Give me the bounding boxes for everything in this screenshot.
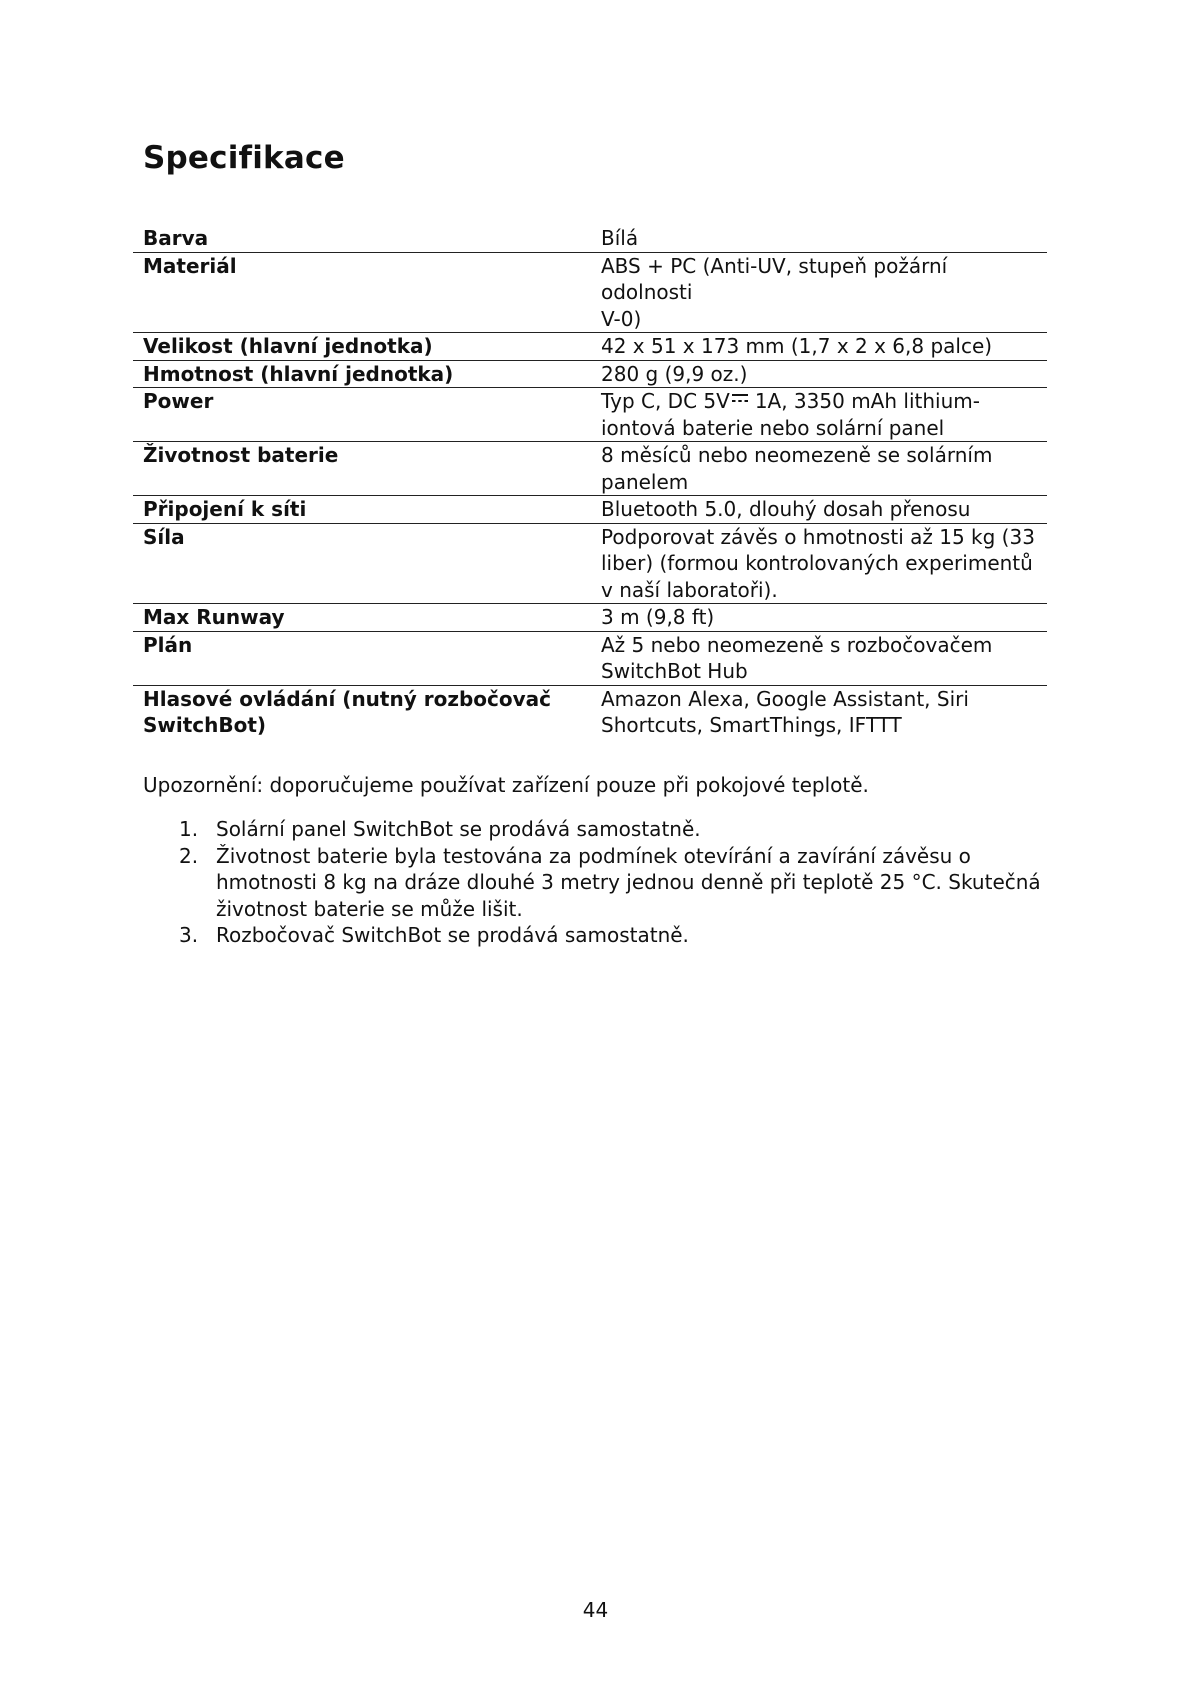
spec-label: Materiál [133, 252, 591, 333]
page-number: 44 [582, 1598, 609, 1622]
spec-label: Plán [133, 631, 591, 685]
spec-label: Max Runway [133, 604, 591, 632]
spec-row-strength [133, 523, 1047, 604]
spec-label: Připojení k síti [133, 496, 591, 524]
dc-current-icon [731, 392, 749, 404]
spec-value: ABS + PC (Anti-UV, stupeň požární odolnosti V-0) [591, 252, 1047, 333]
footnote-number: 1. [179, 817, 199, 841]
spec-value: Podporovat závěs o hmotnosti až 15 kg (33 liber) (formou kontrolovaných experimentů v naší laboratoři). [591, 523, 1047, 604]
spec-label: Síla [133, 523, 591, 604]
spec-row-power [133, 388, 1047, 442]
spec-row-max-runway [133, 604, 1047, 632]
spec-value: Bluetooth 5.0, dlouhý dosah přenosu [591, 496, 1047, 524]
spec-value: 42 x 51 x 173 mm (1,7 x 2 x 6,8 palce) [591, 333, 1047, 361]
spec-label: Velikost (hlavní jednotka) [133, 333, 591, 361]
footnote-text: Rozbočovač SwitchBot se prodává samostatně. [216, 923, 689, 947]
spec-label: Hlasové ovládání (nutný rozbočovač SwitchBot) [133, 685, 591, 739]
footnote-item [143, 843, 1043, 923]
spec-row-size [133, 333, 1047, 361]
footnote-list [143, 816, 1043, 949]
spec-value: Až 5 nebo neomezeně s rozbočovačem SwitchBot Hub [591, 631, 1047, 685]
spec-label: Životnost baterie [133, 442, 591, 496]
spec-row-voice-control [133, 685, 1047, 739]
spec-row-connectivity [133, 496, 1047, 524]
spec-value: Bílá [601, 226, 639, 250]
spec-row-battery-life [133, 442, 1047, 496]
spec-row-weight [133, 360, 1047, 388]
spec-label: Power [133, 388, 591, 442]
spec-label: Barva [143, 226, 209, 250]
spec-value: 280 g (9,9 oz.) [591, 360, 1047, 388]
footnote-text: Solární panel SwitchBot se prodává samostatně. [216, 817, 701, 841]
footnote-number: 3. [179, 923, 199, 947]
spec-row-material [133, 252, 1047, 333]
page-title: Specifikace [143, 140, 345, 176]
footnote-item [143, 922, 1043, 949]
temperature-note: Upozornění: doporučujeme používat zařízení pouze při pokojové teplotě. [143, 773, 869, 797]
spec-row-color [133, 225, 1047, 252]
spec-label: Hmotnost (hlavní jednotka) [133, 360, 591, 388]
footnote-number: 2. [179, 843, 199, 868]
spec-value: 8 měsíců nebo neomezeně se solárním panelem [591, 442, 1047, 496]
spec-value: 3 m (9,8 ft) [591, 604, 1047, 632]
footnote-item [143, 816, 1043, 843]
spec-value: Typ C, DC 5V 1A, 3350 mAh lithium- iontová baterie nebo solární panel [591, 388, 1047, 442]
spec-table [133, 225, 1047, 739]
spec-value: Amazon Alexa, Google Assistant, Siri Shortcuts, SmartThings, IFTTT [591, 685, 1047, 739]
footnote-text: Životnost baterie byla testována za podmínek otevírání a zavírání závěsu o hmotnosti 8 kg na dráze dlouhé 3 metry jednou denně při teplotě 25 °C. Skutečná životnost baterie se může lišit. [216, 843, 1041, 921]
spec-row-schedule [133, 631, 1047, 685]
